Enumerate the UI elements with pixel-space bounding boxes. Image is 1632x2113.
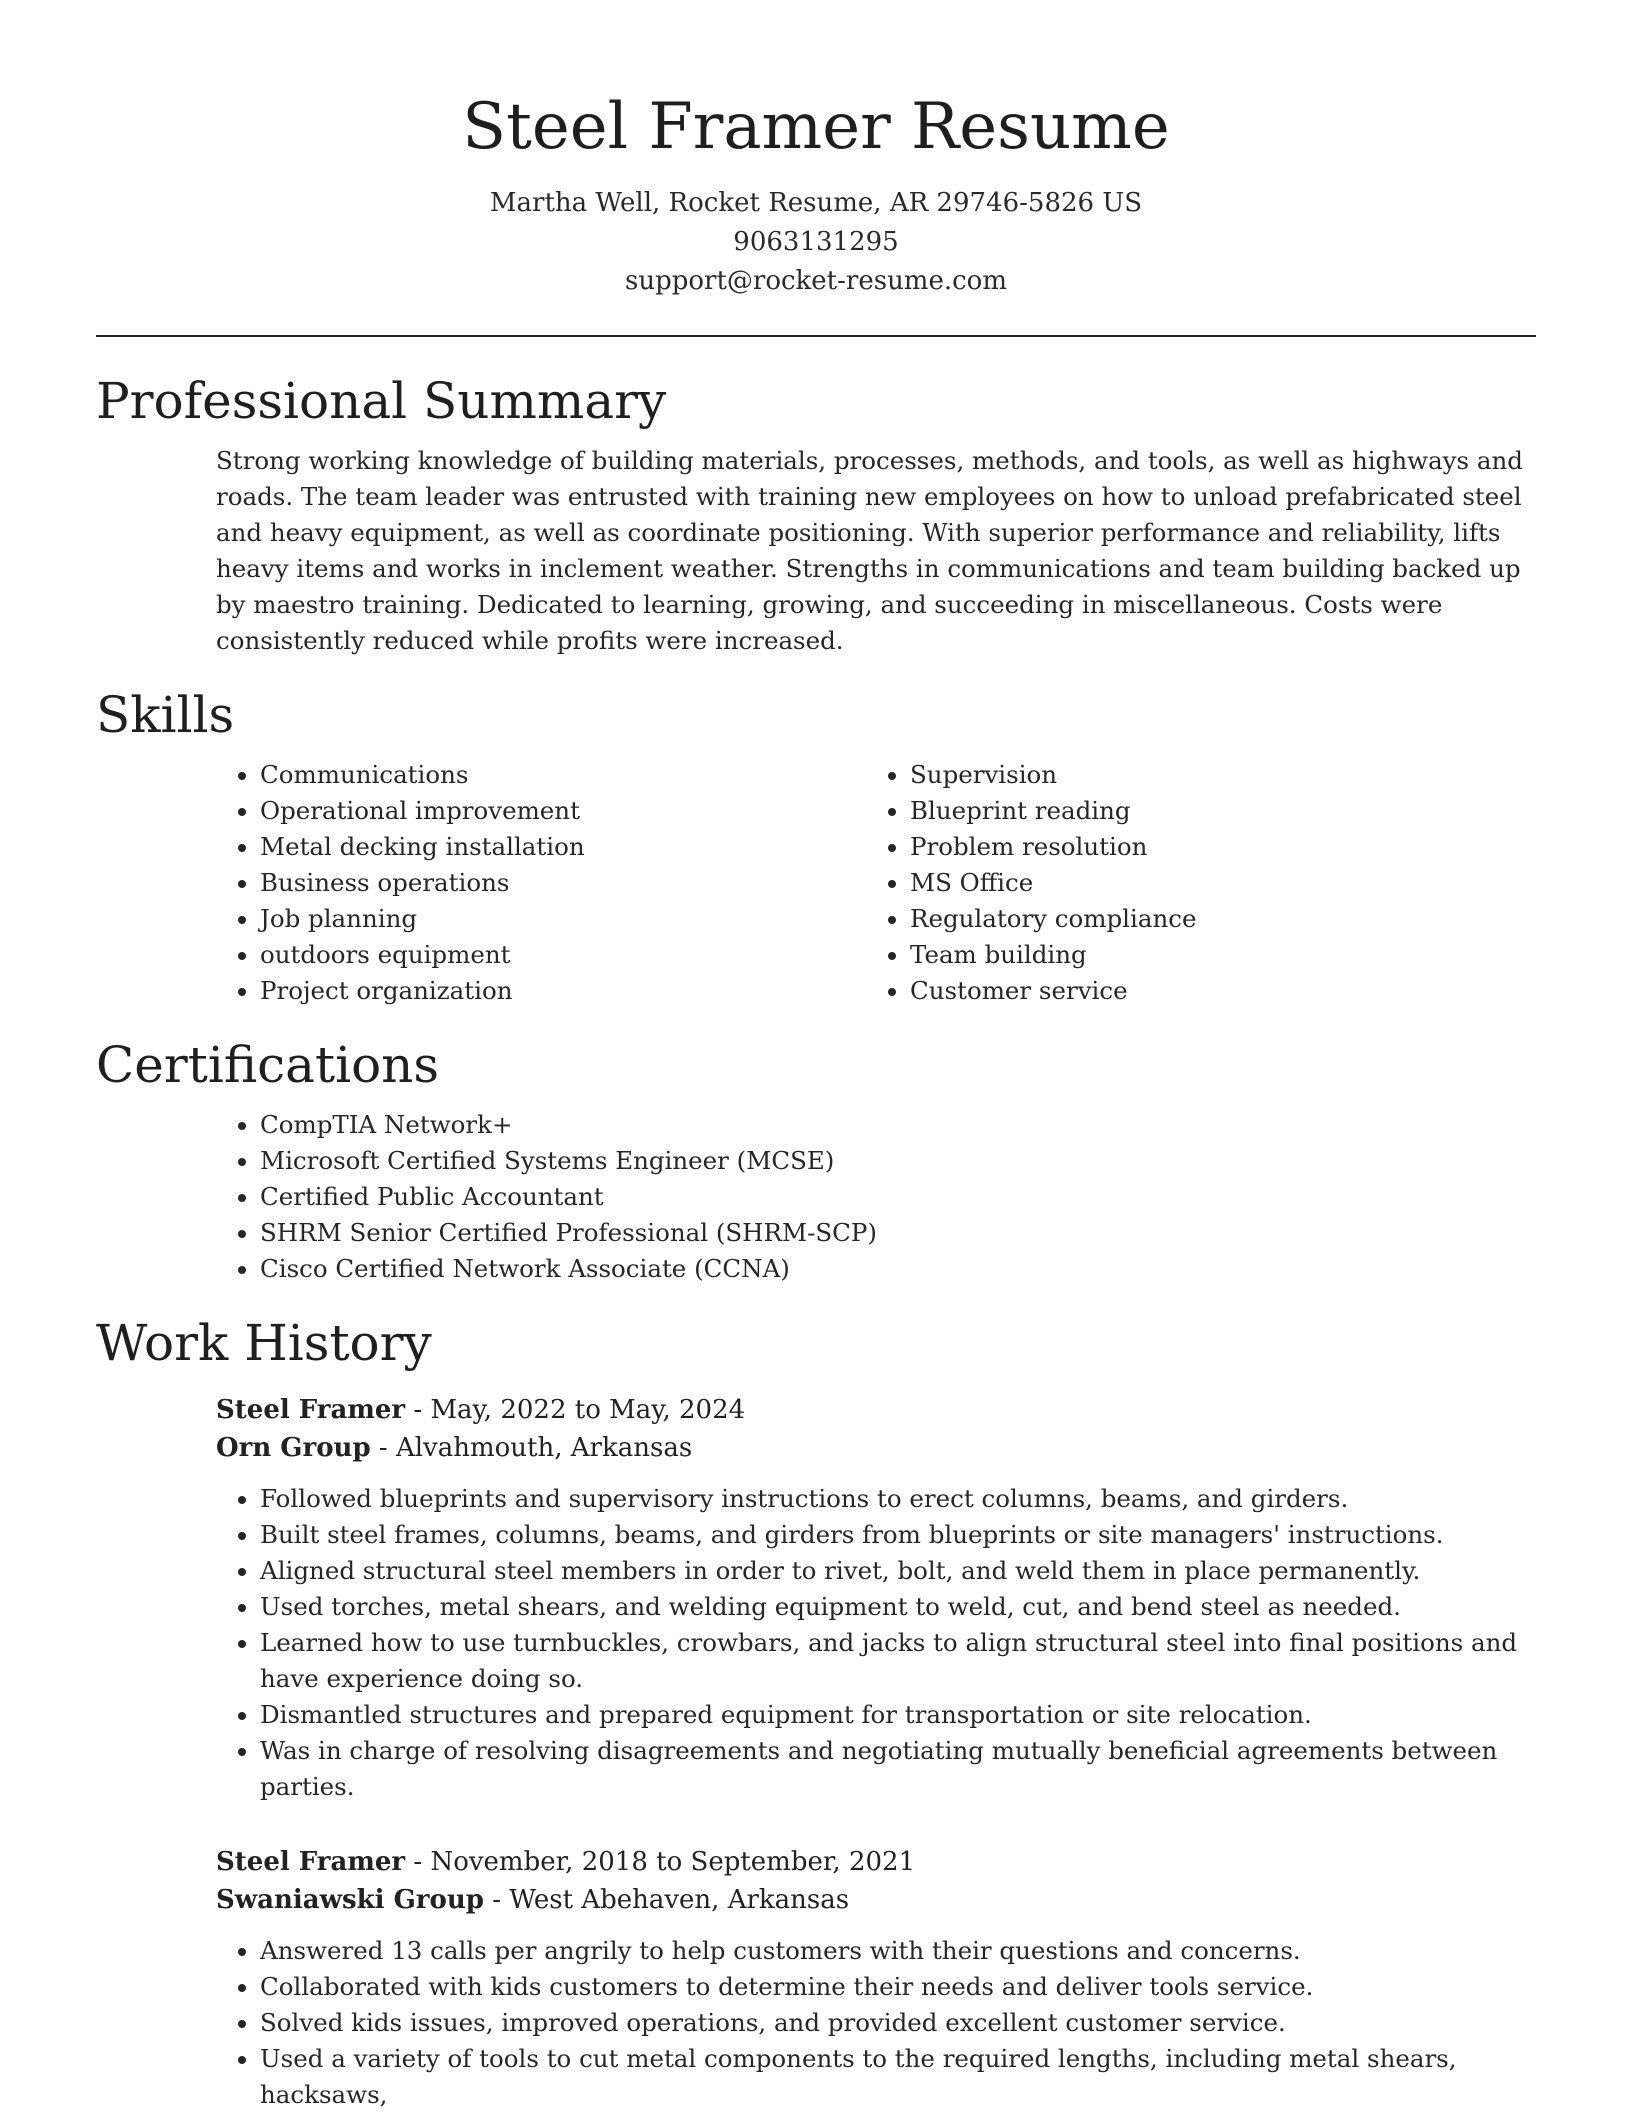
job-duty: • Dismantled structures and prepared equipment for transportation or site relocation. [260,1697,1536,1733]
summary-text: Strong working knowledge of building materials, processes, methods, and tools, as well as highways and roads. The team leader was entrusted with training new employees on how to unload prefabricated steel and heavy equipment, as well as coordinate positioning. With superior performance and reliability, lifts heavy items and works in inclement weather. Strengths in communications and team building backed up by maestro training. Dedicated to learning, growing, and succeeding in miscellaneous. Costs were consistently reduced while profits were increased. [216,446,1523,655]
header-divider [96,335,1536,337]
skill-item: • Blueprint reading [910,793,1516,829]
skill-item: • Business operations [260,865,866,901]
contact-block [96,184,1536,301]
job-dates: November, 2018 to September, 2021 [430,1847,916,1877]
job-company: Orn Group [216,1433,371,1463]
job-dates: May, 2022 to May, 2024 [430,1395,746,1425]
contact-email: support@rocket-resume.com [624,266,1007,296]
job-entry [216,1843,1536,2113]
job-duty: • Aligned structural steel members in order to rivet, bolt, and weld them in place permanently. [260,1553,1536,1589]
job-company: Swaniawski Group [216,1885,484,1915]
certification-item: • Microsoft Certified Systems Engineer (MCSE) [260,1143,1536,1179]
job-duty: • Used torches, metal shears, and welding equipment to weld, cut, and bend steel as needed. [260,1589,1536,1625]
certification-item: • Certified Public Accountant [260,1179,1536,1215]
skills-list-right [866,757,1516,1009]
skill-item: • Customer service [910,973,1516,1009]
skill-item: • outdoors equipment [260,937,866,973]
certifications-heading: Certifications [96,1036,440,1094]
certification-item: • CompTIA Network+ [260,1107,1536,1143]
skill-item: • Supervision [910,757,1516,793]
skill-item: • Job planning [260,901,866,937]
skills-heading: Skills [96,686,235,744]
skill-item: • Operational improvement [260,793,866,829]
job-duty: • Solved kids issues, improved operations, and provided excellent customer service. [260,2005,1536,2041]
summary-heading: Professional Summary [96,372,667,430]
skill-item: • Problem resolution [910,829,1516,865]
job-duty: • Answered 13 calls per angrily to help customers with their questions and concerns. [260,1933,1536,1969]
job-duties-list [216,1481,1536,1805]
job-separator: - [413,1395,431,1425]
skill-item: • Communications [260,757,866,793]
certification-item: • SHRM Senior Certified Professional (SHRM-SCP) [260,1215,1536,1251]
job-duty: • Was in charge of resolving disagreements and negotiating mutually beneficial agreements between parties. [260,1733,1536,1805]
job-title-line [216,1843,1536,1881]
resume-header [96,0,1536,301]
skills-column-right [866,757,1516,1009]
job-location: Alvahmouth, Arkansas [395,1433,693,1463]
skills-grid [216,757,1536,1009]
certifications-block [216,1107,1536,1287]
job-separator: - [413,1847,431,1877]
skill-item: • Metal decking installation [260,829,866,865]
job-title: Steel Framer [216,1395,406,1425]
work-history-heading: Work History [96,1314,432,1372]
job-company-line [216,1881,1536,1919]
job-duty: • Used a variety of tools to cut metal components to the required lengths, including metal shears, hacksaws, [260,2041,1536,2113]
skill-item: • MS Office [910,865,1516,901]
job-duty: • Built steel frames, columns, beams, and girders from blueprints or site managers' instructions. [260,1517,1536,1553]
job-location: West Abehaven, Arkansas [509,1885,850,1915]
job-title: Steel Framer [216,1847,406,1877]
job-duty: • Learned how to use turnbuckles, crowbars, and jacks to align structural steel into final positions and have experience doing so. [260,1625,1536,1697]
resume-title: Steel Framer Resume [462,90,1170,164]
skill-item: • Team building [910,937,1516,973]
job-company-line [216,1429,1536,1467]
job-duties-list [216,1933,1536,2113]
skills-list-left [216,757,866,1009]
job-title-line [216,1391,1536,1429]
job-entry [216,1391,1536,1805]
skill-item: • Regulatory compliance [910,901,1516,937]
job-duty: • Followed blueprints and supervisory instructions to erect columns, beams, and girders. [260,1481,1536,1517]
resume-page [96,0,1536,2113]
contact-phone: 9063131295 [733,227,899,257]
contact-address: Martha Well, Rocket Resume, AR 29746-5826 US [489,188,1143,218]
job-duty: • Collaborated with kids customers to determine their needs and deliver tools service. [260,1969,1536,2005]
skills-column-left [216,757,866,1009]
job-separator: - [378,1433,396,1463]
skill-item: • Project organization [260,973,866,1009]
certification-item: • Cisco Certified Network Associate (CCNA) [260,1251,1536,1287]
job-separator: - [492,1885,510,1915]
certifications-list [216,1107,1536,1287]
